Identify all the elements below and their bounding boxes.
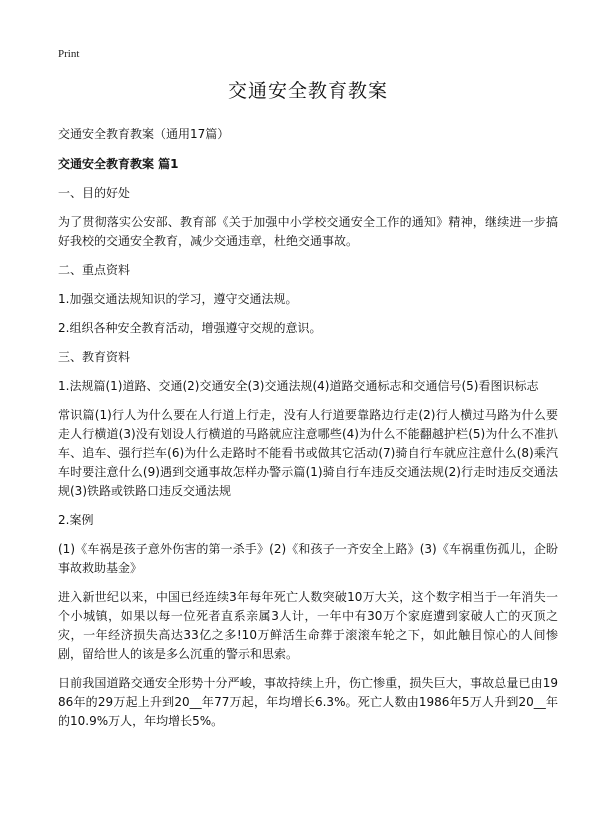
- document-title: 交通安全教育教案: [227, 80, 388, 102]
- section-heading: 交通安全教育教案 篇1: [58, 157, 179, 171]
- paragraph-common-sense: 常识篇(1)行人为什么要在人行道上行走，没有人行道要靠路边行走(2)行人横过马路为什么要走人行横道(3)没有划设人行横道的马路就应注意哪些(4)为什么不能翻越护栏(5)为什么不准扒车、追车、强行拦车(6)为什么走路时不能看书或做其它活动(7)骑自行车就应注意什么(8)乘汽车时要注意什么(9)遇到交通事故怎样办警示篇(1)骑自行车违反交通法规(2)行走时违反交通法规(3)铁路或铁路口违反交通法规: [58, 408, 558, 498]
- print-link[interactable]: Print: [58, 48, 80, 60]
- heading-key-materials: 二、重点资料: [58, 263, 131, 277]
- paragraph-purpose: 为了贯彻落实公安部、教育部《关于加强中小学校交通安全工作的通知》精神，继续进一步搞好我校的交通安全教育，减少交通违章，杜绝交通事故。: [58, 215, 558, 248]
- paragraph-statistics-2: 日前我国道路交通安全形势十分严峻，事故持续上升，伤亡惨重，损失巨大，事故总量已由1986年的29万起上升到20__年77万起，年均增长6.3%。死亡人数由1986年5万人升到20__年的10.9%万人，年均增长5%。: [58, 676, 558, 728]
- document-body: [58, 76, 558, 741]
- heading-purpose: 一、目的好处: [58, 186, 131, 200]
- paragraph-case-titles: (1)《车祸是孩子意外伤害的第一杀手》(2)《和孩子一齐安全上路》(3)《车祸重伤孤儿，企盼事故救助基金》: [58, 542, 558, 575]
- heading-cases: 2.案例: [58, 513, 94, 527]
- paragraph-key-item-1: 1.加强交通法规知识的学习，遵守交通法规。: [58, 292, 298, 306]
- paragraph-key-item-2: 2.组织各种安全教育活动，增强遵守交规的意识。: [58, 321, 322, 335]
- paragraph-regulations: 1.法规篇(1)道路、交通(2)交通安全(3)交通法规(4)道路交通标志和交通信号(5)看图识标志: [58, 379, 539, 393]
- paragraph-statistics-1: 进入新世纪以来，中国已经连续3年每年死亡人数突破10万大关，这个数字相当于一年消失一个小城镇，如果以每一位死者直系亲属3人计，一年中有30万个家庭遭到家破人亡的灭顶之灾，一年经济损失高达33亿之多!10万鲜活生命葬于滚滚车轮之下，如此触目惊心的人间惨剧，留给世人的该是多么沉重的警示和思索。: [58, 590, 558, 661]
- heading-education-materials: 三、教育资料: [58, 350, 131, 364]
- document-subtitle: 交通安全教育教案（通用17篇）: [58, 127, 230, 141]
